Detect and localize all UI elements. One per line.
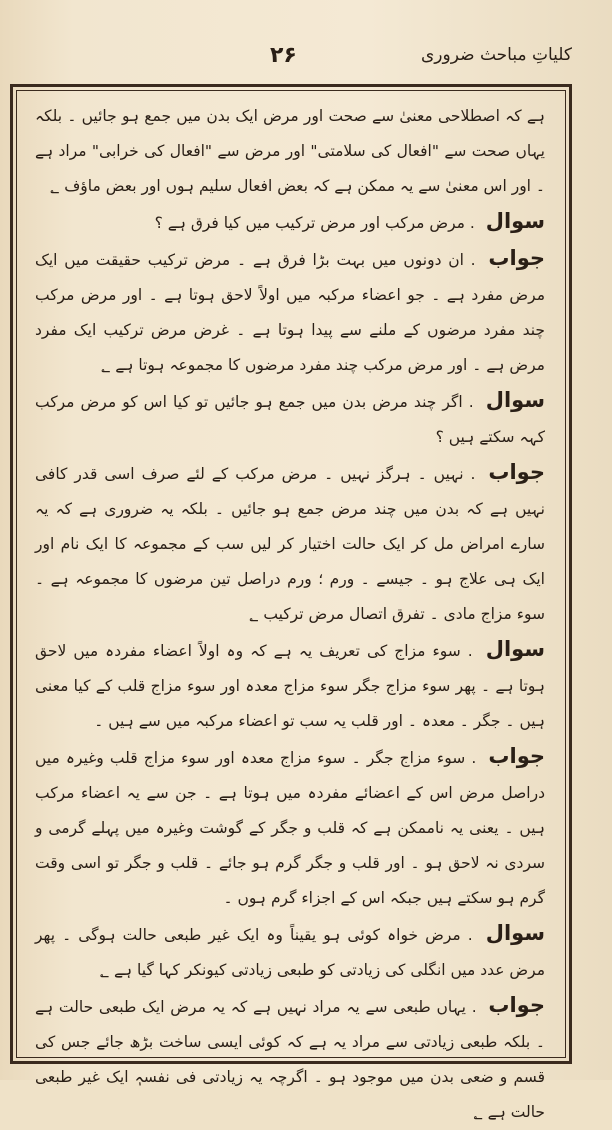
paragraph-text: . مرض مرکب اور مرض ترکیب میں کیا فرق ہے ؟ [154, 214, 475, 232]
question-label: سوال [485, 209, 545, 233]
answer-paragraph [35, 988, 545, 1130]
paragraph-text: . مرض خواہ کوئی ہو یقیناً وہ ایک غیر طبعی حالت ہوگی ۔ پھر مرض عدد میں انگلی کی زیادتی کو طبعی زیادتی کیونکر کہا گیا ہے ؂ [35, 926, 545, 979]
question-label: سوال [485, 388, 545, 412]
answer-paragraph [35, 241, 545, 383]
paragraph-text: . نہیں ۔ ہرگز نہیں ۔ مرض مرکب کے لئے صرف اسی قدر کافی نہیں ہے کہ بدن میں چند مرض جمع ہو جائیں ۔ بلکہ یہ ضروری ہے کہ یہ سارے امراض مل کر ایک حالت اختیار کر لیں سب کے مجموعہ کا ایک نام اور ایک ہی علاج ہو ۔ جیسے ۔ ورم ؛ ورم دراصل تین مرضوں کا مجموعہ ہے ۔ سوء مزاج مادی ۔ تفرق اتصال مرض ترکیب ؂ [35, 465, 545, 623]
paragraph-text: . یہاں طبعی سے یہ مراد نہیں ہے کہ یہ مرض ایک طبعی حالت ہے ۔ بلکہ طبعی زیادتی سے مراد یہ ہے کہ کوئی ایسی ساخت بڑھ جائے جس کی قسم و ضعی بدن میں موجود ہو ۔ اگرچہ یہ زیادتی فی نفسہٖ ایک غیر طبعی حالت ہے ؂ [35, 998, 545, 1121]
text-frame [16, 90, 566, 1121]
question-label: سوال [485, 921, 545, 945]
question-paragraph [35, 632, 545, 739]
answer-label: جواب [488, 460, 545, 484]
paragraph-text: . سوء مزاج کی تعریف یہ ہے کہ وہ اولاً اعضاء مفردہ میں لاحق ہوتا ہے ۔ پھر سوء مزاج جگر سوء مزاج معدہ اور سوء مزاج قلب کے کیا معنی ہیں ۔ جگر ۔ معدہ ۔ اور قلب یہ سب تو اعضاء مرکبہ میں سے ہیں ۔ [35, 642, 545, 730]
paragraph-text: ہے کہ اصطلاحی معنیٰ سے صحت اور مرض ایک بدن میں جمع ہو جائیں ۔ بلکہ یہاں صحت سے "افعال کی سلامتی" اور مرض سے "افعال کی خرابی" مراد ہے ۔ اور اس معنیٰ سے یہ ممکن ہے کہ بعض افعال سلیم ہوں اور بعض ماؤف ؂ [35, 107, 545, 195]
paragraph-intro [35, 99, 545, 204]
question-paragraph [35, 383, 545, 455]
answer-paragraph [35, 455, 545, 632]
page-number: ۲۶ [270, 42, 297, 68]
question-paragraph [35, 204, 545, 241]
answer-paragraph [35, 739, 545, 916]
answer-label: جواب [488, 993, 545, 1017]
question-paragraph [35, 916, 545, 988]
page-header [40, 30, 572, 80]
paragraph-text: . ان دونوں میں بہت بڑا فرق ہے ۔ مرض ترکیب حقیقت میں ایک مرض مفرد ہے ۔ جو اعضاء مرکبہ میں اولاً لاحق ہوتا ہے ۔ اور مرض مرکب چند مفرد مرضوں کے ملنے سے پیدا ہوتا ہے ۔ غرض مرض ترکیب ایک مفرد مرض ہے ۔ اور مرض مرکب چند مفرد مرضوں کا مجموعہ ہوتا ہے ؂ [35, 251, 545, 374]
question-label: سوال [485, 637, 545, 661]
answer-label: جواب [488, 744, 545, 768]
paragraph-text: . سوء مزاج جگر ۔ سوء مزاج معدہ اور سوء مزاج قلب وغیرہ میں دراصل مرض اس کے اعضائے مفردہ میں ہوتا ہے ۔ جن سے یہ اعضاء مرکب ہیں ۔ یعنی یہ ناممکن ہے کہ قلب و جگر کے گوشت وغیرہ میں پہلے گرمی و سردی نہ لاحق ہو ۔ اور قلب و جگر گرم ہو جائے ۔ قلب و جگر تو اسی وقت گرم ہو سکتے ہیں جبکہ اس کے اجزاء گرم ہوں ۔ [35, 749, 545, 907]
answer-label: جواب [488, 246, 545, 270]
paragraph-text: . اگر چند مرض بدن میں جمع ہو جائیں تو کیا اس کو مرض مرکب کہہ سکتے ہیں ؟ [35, 393, 545, 446]
running-title: کلیاتِ مباحث ضروری [421, 45, 572, 65]
